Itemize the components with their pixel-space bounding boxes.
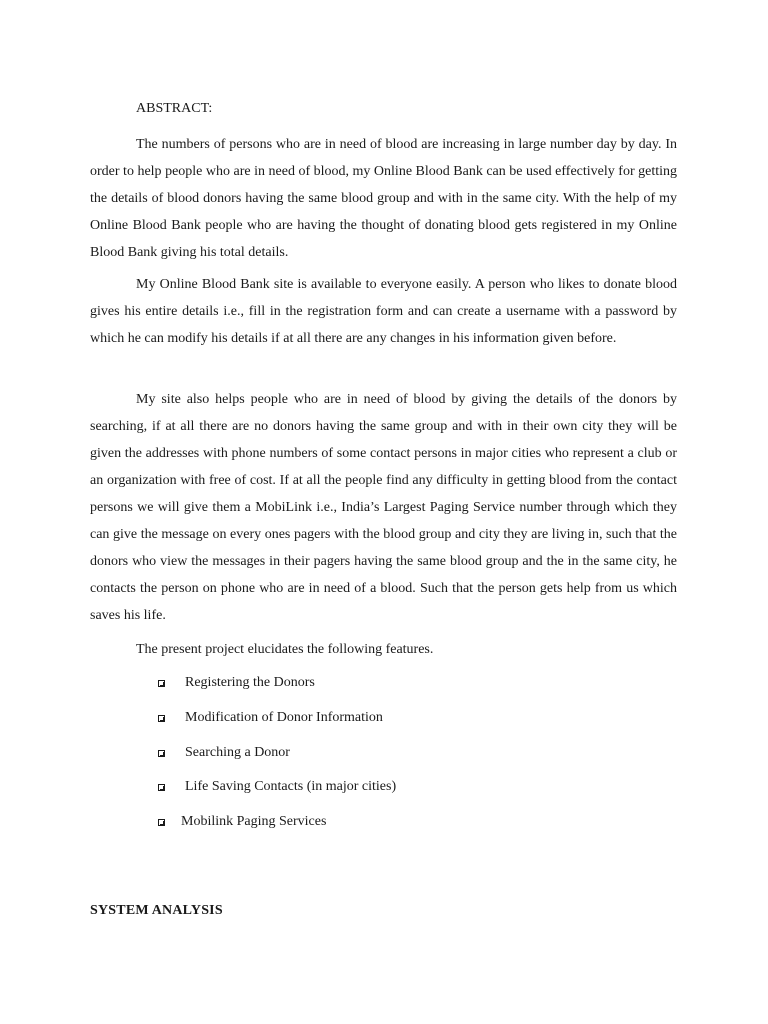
abstract-heading: ABSTRACT: [136, 101, 213, 116]
paragraph-intro: The numbers of persons who are in need of blood are increasing in large number day by day. In order to help people who are in need of blood, my Online Blood Bank can be used effectively for getting the details of blood donors having the same blood group and with in the same city. With the help of my Online Blood Bank people who are having the thought of donating blood gets registered in my Online Blood Bank giving his total details. [90, 137, 677, 260]
section-heading: SYSTEM ANALYSIS [90, 903, 223, 918]
paragraph-donor-search: My site also helps people who are in need of blood by giving the details of the donors by searching, if at all there are no donors having the same group and with in their own city they will be given the addresses with phone numbers of some contact persons in major cities who represent a club or an organization with free of cost. If at all the people find any difficulty in getting blood from the contact persons we will give them a MobiLink i.e., India’s Largest Paging Service number through which they can give the message on every ones pagers with the blood group and city they are living in, such that the donors who view the messages in their pagers having the same blood group and the in the same city, he contacts the person on phone who are in need of a blood. Such that the person gets help from us which saves his life. [90, 392, 677, 623]
feature-label: Mobilink Paging Services [181, 814, 327, 829]
features-intro: The present project elucidates the following features. [136, 642, 434, 657]
square-bullet-icon [158, 680, 165, 687]
feature-label: Modification of Donor Information [185, 709, 383, 725]
feature-label: Searching a Donor [185, 744, 290, 760]
square-bullet-icon [158, 784, 165, 791]
feature-label: Life Saving Contacts (in major cities) [185, 779, 397, 795]
square-bullet-icon [158, 715, 165, 722]
square-bullet-icon [158, 819, 165, 826]
feature-label: Registering the Donors [185, 675, 315, 690]
square-bullet-icon [158, 750, 165, 757]
paragraph-site-availability: My Online Blood Bank site is available to everyone easily. A person who likes to donate blood gives his entire details i.e., fill in the registration form and can create a username with a password by which he can modify his details if at all there are any changes in his information given before. [90, 277, 677, 346]
